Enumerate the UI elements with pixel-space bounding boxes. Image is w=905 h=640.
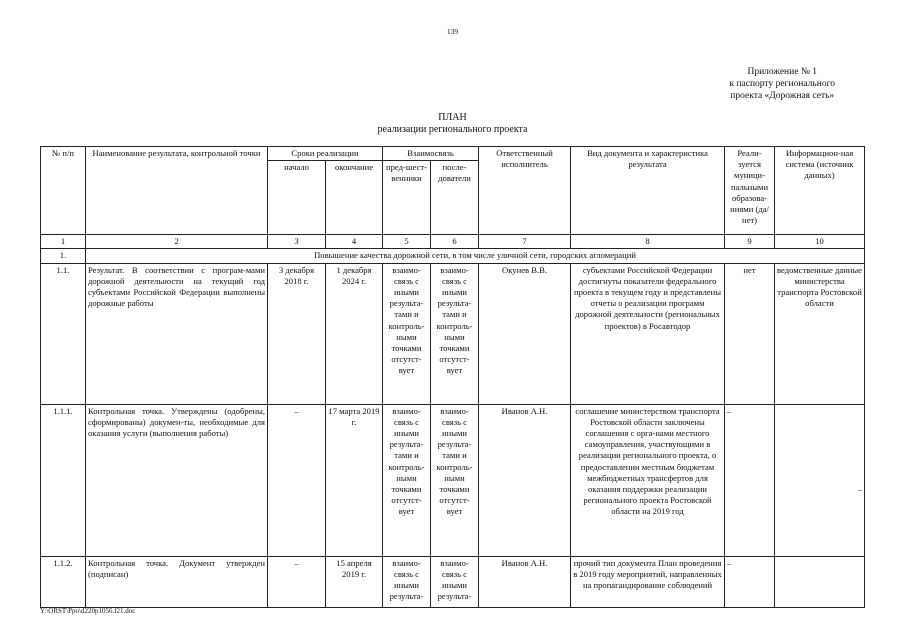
title-line-2: реализации регионального проекта bbox=[377, 124, 528, 135]
row-municipal: нет bbox=[725, 263, 775, 404]
table-row bbox=[41, 404, 865, 556]
row-document: прочий тип документа План проведения в 2019 году мероприятий, направленных на пропагандирование соблюдений bbox=[571, 556, 725, 607]
column-number-row bbox=[41, 235, 865, 249]
appendix-line-3: проекта «Дорожная сеть» bbox=[730, 91, 835, 101]
row-successors: взаимо-связь с иными результа-тами и контроль-ными точками отсутст-вует bbox=[431, 263, 479, 404]
column-number: 1 bbox=[41, 235, 86, 249]
row-start: 3 декабря 2018 г. bbox=[268, 263, 326, 404]
row-predecessors: взаимо-связь с иными результа-тами и контроль-ными точками отсутст-вует bbox=[383, 263, 431, 404]
row-end: 17 марта 2019 г. bbox=[326, 404, 383, 556]
header-predecessors: пред-шест-венники bbox=[383, 161, 431, 235]
header-end: окончание bbox=[326, 161, 383, 235]
row-name: Контрольная точка. Документ утвержден (подписан) bbox=[86, 556, 268, 607]
header-info-system: Информацион-ная система (источник данных) bbox=[775, 147, 865, 235]
row-municipal bbox=[725, 404, 775, 556]
header-num: № п/п bbox=[41, 147, 86, 235]
header-successors: после-дователи bbox=[431, 161, 479, 235]
plan-table bbox=[40, 146, 865, 608]
header-start: начало bbox=[268, 161, 326, 235]
column-number: 4 bbox=[326, 235, 383, 249]
document-title bbox=[0, 112, 905, 136]
row-document: соглашение министерством транспорта Ростовской области заключены соглашения с орга-нами местного самоуправления, участвующими в реализации регионального проекта, о предоставлении местным бюджетам межбюджетных трансфертов для оказания поддержки реализации регионального проекта Ростовской области на 2019 год bbox=[571, 404, 725, 556]
row-predecessors: взаимо-связь с иными результа-тами и контроль-ными точками отсутст-вует bbox=[383, 404, 431, 556]
row-num: 1.1.2. bbox=[41, 556, 86, 607]
header-relation: Взаимосвязь bbox=[383, 147, 479, 161]
table-row bbox=[41, 263, 865, 404]
row-info-value: – bbox=[858, 485, 863, 495]
column-number: 3 bbox=[268, 235, 326, 249]
header-name: Наименование результата, контрольной точки bbox=[86, 147, 268, 235]
row-name: Результат. В соответствии с програм-мами дорожной деятельности на текущий год субъектами Российской Федерации выполнены дорожные работы bbox=[86, 263, 268, 404]
row-municipal-value: – bbox=[727, 557, 732, 568]
header-terms: Сроки реализации bbox=[268, 147, 383, 161]
section-row bbox=[41, 249, 865, 263]
row-municipal bbox=[725, 556, 775, 607]
row-num: 1.1.1. bbox=[41, 404, 86, 556]
row-num: 1.1. bbox=[41, 263, 86, 404]
column-number: 10 bbox=[775, 235, 865, 249]
appendix-note bbox=[729, 66, 835, 102]
row-responsible: Иванов А.Н. bbox=[479, 404, 571, 556]
row-responsible: Иванов А.Н. bbox=[479, 556, 571, 607]
row-name: Контрольная точка. Утверждены (одобрены, сформированы) докумен-ты, необходимые для оказания услуги (выполнения работы) bbox=[86, 404, 268, 556]
column-number: 9 bbox=[725, 235, 775, 249]
row-end: 1 декабря 2024 г. bbox=[326, 263, 383, 404]
row-info-system: ведомственные данные министерства транспорта Ростовской области bbox=[775, 263, 865, 404]
appendix-line-2: к паспорту регионального bbox=[729, 79, 835, 89]
column-number: 8 bbox=[571, 235, 725, 249]
column-number: 5 bbox=[383, 235, 431, 249]
row-successors: взаимо-связь с иными результа- bbox=[431, 556, 479, 607]
row-start: – bbox=[268, 556, 326, 607]
column-number: 2 bbox=[86, 235, 268, 249]
appendix-line-1: Приложение № 1 bbox=[747, 67, 818, 77]
column-number: 6 bbox=[431, 235, 479, 249]
header-responsible: Ответственный исполнитель bbox=[479, 147, 571, 235]
row-successors: взаимо-связь с иными результа-тами и контроль-ными точками отсутст-вует bbox=[431, 404, 479, 556]
header-doc-type: Вид документа и характеристика результата bbox=[571, 147, 725, 235]
section-title: Повышение качества дорожной сети, в том числе уличной сети, городских агломераций bbox=[86, 249, 865, 263]
row-end: 15 апреля 2019 г. bbox=[326, 556, 383, 607]
row-predecessors: взаимо-связь с иными результа- bbox=[383, 556, 431, 607]
column-number: 7 bbox=[479, 235, 571, 249]
table-row bbox=[41, 556, 865, 607]
header-row-1 bbox=[41, 147, 865, 161]
title-line-1: ПЛАН bbox=[438, 112, 467, 123]
row-municipal-value: – bbox=[727, 405, 732, 416]
section-num: 1. bbox=[41, 249, 86, 263]
row-info-system bbox=[775, 556, 865, 607]
row-start: – bbox=[268, 404, 326, 556]
page-number: 139 bbox=[446, 27, 459, 36]
row-info-system bbox=[775, 404, 865, 556]
header-municipal: Реали-зуется муници-пальными образова-ниями (да/нет) bbox=[725, 147, 775, 235]
row-document: субъектами Российской Федерации достигнуты показатели федерального проекта в текущем году и представлены отчеты о реализации программ дорожной деятельности (региональных проектов) в Росавтодор bbox=[571, 263, 725, 404]
row-responsible: Окунев В.В. bbox=[479, 263, 571, 404]
file-path-footer: Y:\ORST\Ppo\d220p1056.f21.doc bbox=[40, 607, 136, 615]
